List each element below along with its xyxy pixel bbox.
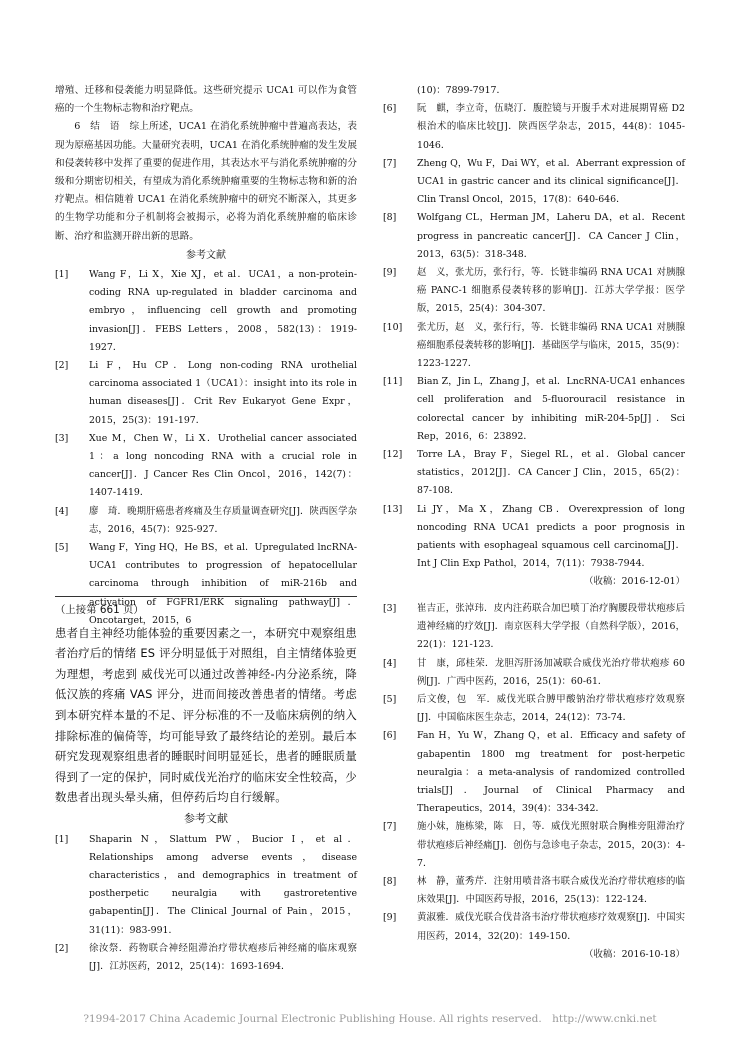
reference-list: [55, 266, 357, 630]
reference-item: [10] 张尤历，赵 义，张行行，等．长链非编码 RNA UCA1 对胰腺癌细胞系侵袭转移的影响[J]．基础医学与临床，2015，35(9)：1223-1227．: [383, 321, 685, 370]
lower-left-column: [55, 600, 357, 976]
reference-item: [13] Li JY，Ma X，Zhang CB．Overexpression of long noncoding RNA UCA1 predicts a poor prognosis in patients with esophageal squamous cell carcinoma[J]．Int J Clin Exp Pathol，2014，7(11)：7938-7944．: [383, 503, 685, 570]
reference-item: [12] Torre LA，Bray F，Siegel RL，et al．Global cancer statistics，2012[J]．CA Cancer J Clin，2015，65(2)：87-108．: [383, 449, 685, 497]
reference-item: [7] 施小妹，施栋梁，陈 日，等．威伐光照射联合胸椎旁阻滞治疗带状疱疹后神经痛[J]．创伤与急诊电子杂志，2015，20(3)：4-7．: [383, 821, 685, 869]
reference-item: [3] Xue M，Chen W，Li X．Urothelial cancer associated 1：a long noncoding RNA with a crucial role in cancer[J]．J Cancer Res Clin Oncol，2016，142(7)：1407-1419．: [55, 432, 357, 499]
lower-right-column: [383, 600, 685, 964]
paragraph-tail: 增殖、迁移和侵袭能力明显降低。这些研究提示 UCA1 可以作为食管癌的一个生物标志物和治疗靶点。: [55, 85, 357, 115]
continued-from-note: （上接第 661 页）: [55, 604, 144, 616]
reference-item: [3] 崔吉正，张淖玮．皮内注药联合加巴喷丁治疗胸腰段带状疱疹后遗神经痛的疗效[J]．南京医科大学学报（自然科学版），2016，22(1)：121-123．: [383, 603, 685, 651]
discussion-paragraph: 患者自主神经功能体验的重要因素之一，本研究中观察组患者治疗后的情绪 ES 评分明显低于对照组，自主情绪体验更为理想，考虑到 威伐光可以通过改善神经-内分泌系统，降低汉族的疼痛 VAS 评分，进而间接改善患者的情绪。考虑到本研究样本量的不足、评分标准的不一及临床病例的纳入排除标准的偏倚等，均可能导致了最终结论的差别。最后本研究发现观察组患者的睡眠时间明显延长，患者的睡眠质量得到了一定的保护，同时威伐光治疗的临床安全性较高，少数患者出现头晕头痛，但停药后均自行缓解。: [55, 625, 357, 805]
reference-item: [2] Li F，Hu CP．Long non-coding RNA urothelial carcinoma associated 1（UCA1）：insight into its role in human diseases[J]．Crit Rev Eukaryot Gene Expr，2015，25(3)：191-197．: [55, 360, 357, 426]
references-heading: 参考文献: [186, 249, 226, 261]
reference-item: [5] 后文俊，包 军．威伐光联合膊甲酸钠治疗带状疱疹疗效观察[J]．中国临床医生杂志，2014，24(12)：73-74．: [383, 694, 685, 724]
copyright-footer: ?1994-2017 China Academic Journal Electronic Publishing House. All rights reserved. http://www.cnki.net: [83, 1013, 657, 1025]
reference-item: [6] 阮 麒，李立奇，伍晓汀．腹腔镜与开腹手术对进展期胃癌 D2 根治术的临床比较[J]．陕西医学杂志，2015，44(8)：1045-1046．: [383, 103, 685, 151]
reference-item: [9] 黄淑雅．威伐光联合伐昔洛韦治疗带状疱疹疗效观察[J]．中国实用医药，2014，32(20)：149-150．: [383, 912, 685, 942]
references-heading: 参考文献: [184, 811, 228, 825]
reference-list: [55, 831, 357, 977]
reference-item: [5] Wang F，Ying HQ，He BS，et al．Upregulated lncRNA-UCA1 contributes to progression of hepatocellular carcinoma through inhibition of miR-216b and activation of FGFR1/ERK signaling pathway[J]．Oncotarget，2015，6: [55, 542, 357, 626]
reference-item: [1] Wang F，Li X，Xie XJ，et al．UCA1，a non-protein-coding RNA up-regulated in bladder carcinoma and embryo，influencing cell growth and promoting invasion[J]．FEBS Letters，2008，582(13)：1919-1927．: [55, 269, 357, 353]
received-date: （收稿：2016-12-01）: [584, 576, 685, 588]
reference-list: [383, 600, 685, 946]
reference-item: [4] 甘 康，邱桂荣．龙胆泻肝汤加减联合威伐光治疗带状疱疹 60 例[J]．广西中医药，2016，25(1)：60-61．: [383, 657, 685, 687]
reference-item: [1] Shaparin N，Slattum PW，Bucior I，et al．Relationships among adverse events，disease characteristics，and demographics in treatment of postherpetic neuralgia with gastroretentive gabapentin[J]．The Clinical Journal of Pain，2015，31(11)：983-991．: [55, 833, 357, 936]
reference-continuation: (10)：7899-7917．: [417, 85, 506, 96]
upper-left-column: [55, 82, 357, 630]
reference-item: [7] Zheng Q，Wu F，Dai WY，et al．Aberrant expression of UCA1 in gastric cancer and its clinical significance[J]．Clin Transl Oncol，2015，17(8)：640-646．: [383, 157, 685, 206]
reference-item: [4] 廖 琦．晚期肝癌患者疼痛及生存质量调查研究[J]．陕西医学杂志，2016，45(7)：925-927．: [55, 505, 357, 535]
reference-list: [383, 100, 685, 573]
reference-item: [2] 徐汝祭．药物联合神经阻滞治疗带状疱疹后神经痛的临床观察[J]．江苏医药，2012，25(14)：1693-1694．: [55, 942, 357, 972]
conclusion-paragraph: 6 结 语 综上所述，UCA1 在消化系统肿瘤中普遍高表达，表现为原癌基因功能。大量研究表明，UCA1 在消化系统肿瘤的发生发展和侵袭转移中发挥了重要的促进作用，其表达水平与消化系统肿瘤的分级和分期密切相关，有望成为消化系统肿瘤重要的生物标志物和新的治疗靶点。相信随着 UCA1 在消化系统肿瘤中的研究不断深入，其更多的生物学功能和分子机制将会被揭示，必将为消化系统肿瘤的临床诊断、治疗和监测开辟出新的思路。: [55, 121, 357, 242]
received-date: （收稿：2016-10-18）: [584, 948, 685, 960]
reference-item: [9] 赵 义，张尤历，张行行，等．长链非编码 RNA UCA1 对胰腺癌 PANC-1 细胞系侵袭转移的影响[J]．江苏大学学报：医学版，2015，25(4)：304-307．: [383, 267, 685, 315]
upper-right-column: [383, 82, 685, 592]
reference-item: [8] Wolfgang CL，Herman JM，Laheru DA，et al．Recent progress in pancreatic cancer[J]．CA Cancer J Clin，2013，63(5)：318-348．: [383, 212, 685, 260]
section-divider: [55, 596, 357, 597]
reference-item: [11] Bian Z，Jin L，Zhang J，et al．LncRNA-UCA1 enhances cell proliferation and 5-fluorouracil resistance in colorectal cancer by inhibiting miR-204-5p[J]．Sci Rep，2016，6：23892．: [383, 376, 685, 442]
reference-item: [8] 林 静，董秀芹．注射用喷昔洛韦联合威伐光治疗带状疱疹的临床效果[J]．中国医药导报，2016，25(13)：122-124．: [383, 876, 685, 906]
reference-item: [6] Fan H，Yu W，Zhang Q，et al．Efficacy and safety of gabapentin 1800 mg treatment for post-herpetic neuralgia：a meta-analysis of randomized controlled trials[J]．Journal of Clinical Pharmacy and Therapeutics，2014，39(4)：334-342．: [383, 730, 685, 815]
